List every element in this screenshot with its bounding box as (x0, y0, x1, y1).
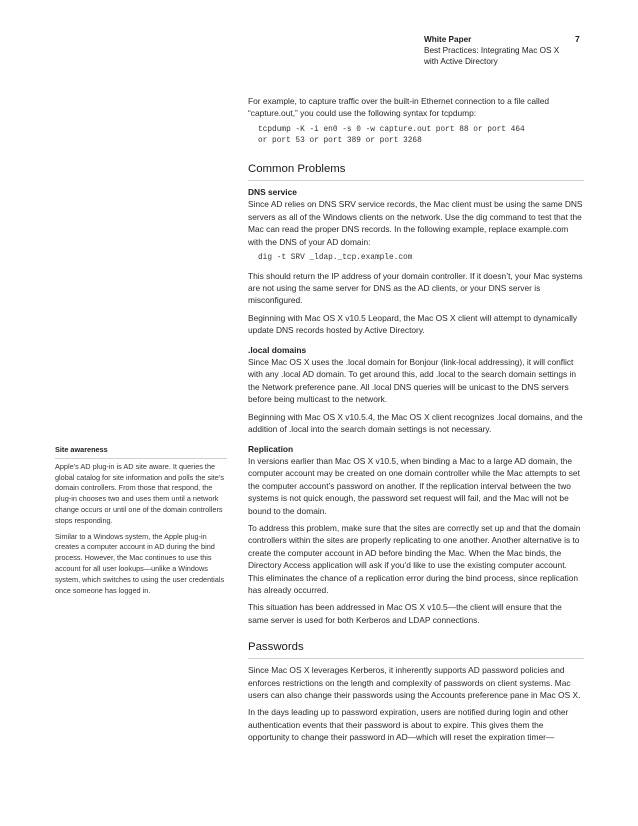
paragraph: Since AD relies on DNS SRV service records, the Mac client must be using the same DNS servers as all of the Windows clients on the network. Use the dig command to test that the Mac can read the proper DNS records. In the following example, replace example.com with the DNS of your AD domain: (248, 199, 583, 247)
paragraph: This should return the IP address of your domain controller. If it doesn’t, your Mac systems are not using the same server for DNS as the AD clients, or your DNS server is misconfigured. (248, 270, 583, 306)
section-title-common-problems: Common Problems (248, 163, 346, 175)
subsection-title-replication: Replication (248, 443, 294, 454)
dig-code-block: dig -t SRV _ldap._tcp.example.com (258, 254, 413, 263)
sidebar-paragraph: Similar to a Windows system, the Apple plug-in creates a computer account in AD during the bind process. However, the Mac continues to use this account for all user lookups—unlike a Windows system, which switches to using the user credentials once someone has logged in. (55, 531, 225, 595)
intro-paragraph: For example, to capture traffic over the built-in Ethernet connection to a file called “capture.out,” you could use the following syntax for tcpdump: (248, 96, 550, 119)
sidebar-note (55, 445, 227, 601)
paragraph: In the days leading up to password expiration, users are notified during login and other authentication events that their password is about to expire. This gives them the opportunity to change their password in AD—which will reset the expiration timer— (248, 707, 569, 743)
paragraph: In versions earlier than Mac OS X v10.5, when binding a Mac to a large AD domain, the computer account may be created on one domain controller while the Mac attempts to set the computer account’s password on another. If the replication interval between the two systems is not quick enough, the password set request will fail, and the Mac will not be bound to the domain. (248, 455, 580, 516)
paragraph: To address this problem, make sure that the sites are correctly set up and that the domain controllers within the sites are properly replicating to one another. Another alternative is to create the computer account in AD before binding the Mac. When the Mac binds, the Directory Access application will ask if you’d like to use the existing computer account. This eliminates the chance of a replication error during the bind process, since replication has already occurred. (248, 522, 581, 595)
paragraph: Beginning with Mac OS X v10.5.4, the Mac OS X client recognizes .local domains, and the addition of .local into the search domain settings is not necessary. (248, 411, 583, 435)
header-title: White Paper (424, 35, 472, 44)
section-title-passwords: Passwords (248, 641, 304, 654)
section-divider (248, 180, 584, 181)
running-header (424, 34, 614, 67)
paragraph: Since Mac OS X leverages Kerberos, it inherently supports AD password policies and enforces restrictions on the length and complexity of passwords on client systems. Mac users can also change their passwords using the Accounts preference pane in Mac OS X. (248, 665, 581, 700)
subsection-title-dns: DNS service (248, 187, 297, 197)
main-column (248, 95, 584, 749)
sidebar-paragraph: Apple’s AD plug-in is AD site aware. It queries the global catalog for site information and polls the site’s domain controllers. From those that respond, the plug-in chooses two and uses them until a network change occurs or until one of the domain controllers stops responding. (55, 461, 225, 525)
paragraph: Since Mac OS X uses the .local domain for Bonjour (link-local addressing), it will conflict with any .local AD domain. To get around this, add .local to the search domain settings in the Network preference pane. All .local DNS queries will be unicast to the DNS servers before being multicast to the network. (248, 357, 577, 405)
sidebar-divider (55, 458, 227, 459)
section-divider (248, 658, 584, 659)
header-subtitle-line2: with Active Directory (424, 57, 498, 66)
sidebar-title: Site awareness (55, 445, 108, 454)
page-number: 7 (575, 34, 580, 44)
code-line: or port 53 or port 389 or port 3268 (258, 137, 422, 146)
subsection-title-local-domains: .local domains (248, 344, 307, 355)
paragraph: This situation has been addressed in Mac OS X v10.5—the client will ensure that the same server is used for both Kerberos and LDAP connections. (248, 602, 562, 625)
paragraph: Beginning with Mac OS X v10.5 Leopard, the Mac OS X client will attempt to dynamically update DNS records hosted by Active Directory. (248, 312, 578, 336)
header-subtitle: Best Practices: Integrating Mac OS X (424, 46, 560, 55)
code-line: tcpdump -K -i en0 -s 0 -w capture.out port 88 or port 464 (258, 125, 525, 134)
tcpdump-code-block (248, 125, 584, 148)
